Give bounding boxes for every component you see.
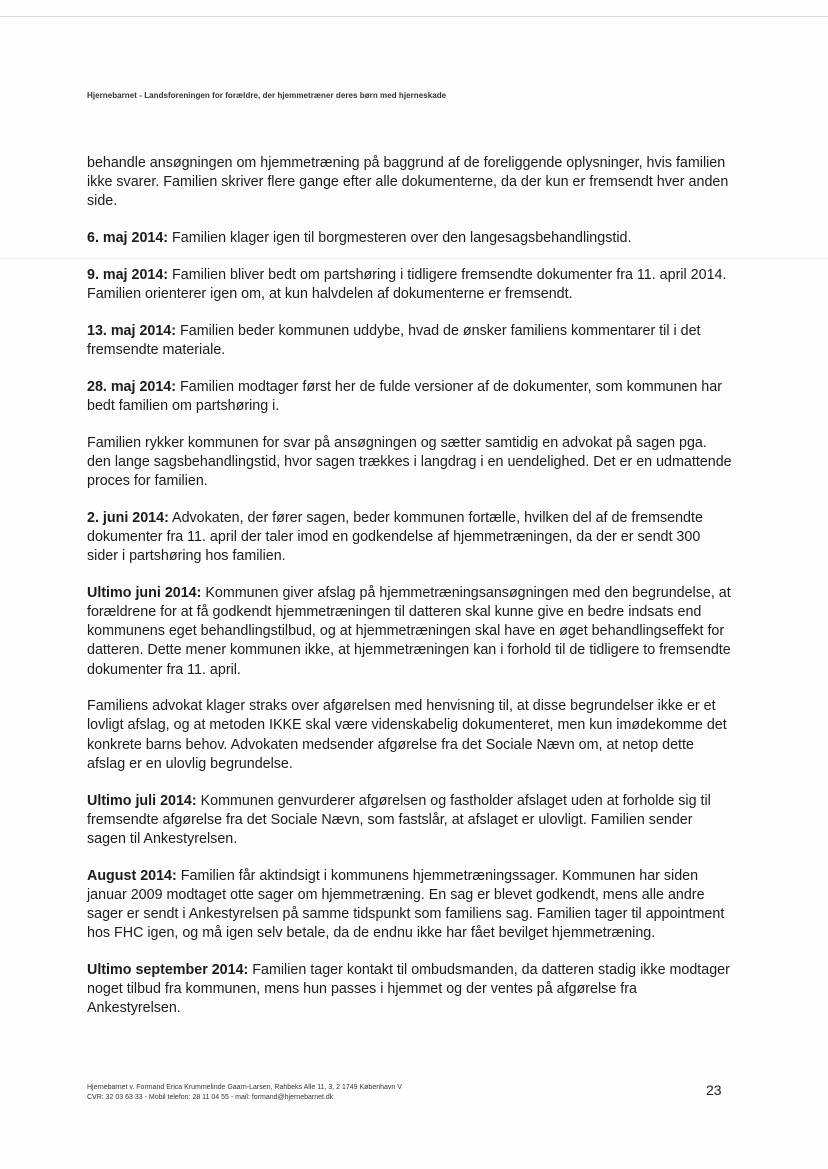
date-label: Ultimo juni 2014: [87, 584, 202, 601]
document-body [87, 154, 733, 1019]
paragraph-5 [87, 378, 733, 416]
paragraph-text: Familien klager igen til borgmesteren over den langesagsbehandlingstid. [168, 230, 632, 247]
paragraph-1 [87, 154, 733, 212]
date-label: 13. maj 2014: [87, 322, 177, 339]
paragraph-4 [87, 322, 733, 360]
paragraph-text: Familien bliver bedt om partshøring i tidligere fremsendte dokumenter fra 11. april 2014. Familien orienterer igen om, at kun halvdelen af dokumenterne er fremsendt. [87, 266, 727, 303]
paragraph-text: Familiens advokat klager straks over afgørelsen med henvisning til, at disse begrundelser ikke er et lovligt afslag, og at metoden IKKE skal være videnskabelig dokumenteret, men kun imødekomme det konkrete barns behov. Advokaten medsender afgørelse fra det Sociale Nævn om, at netop dette afslag er en ulovlig begrundelse. [87, 698, 727, 772]
paragraph-10 [87, 792, 733, 850]
paragraph-3 [87, 266, 733, 304]
date-label: 6. maj 2014: [87, 230, 169, 247]
paragraph-text: Advokaten, der fører sagen, beder kommunen fortælle, hvilken del af de fremsendte dokumenter fra 11. april der taler imod en godkendelse af hjemmetræningen, da der er sendt 300 sider i partshøring hos familien. [87, 509, 703, 565]
scan-edge-line [0, 16, 828, 17]
paragraph-7 [87, 509, 733, 567]
paragraph-11 [87, 867, 733, 944]
paragraph-text: Kommunen genvurderer afgørelsen og fastholder afslaget uden at forholde sig til fremsendte afgørelse fra det Sociale Nævn, som fastslår, at afslaget er ulovligt. Familien sender sagen til Ankestyrelsen. [87, 792, 711, 847]
paragraph-text: Familien får aktindsigt i kommunens hjemmetræningssager. Kommunen har siden januar 2009 modtaget otte sager om hjemmetræning. En sag er blevet godkendt, mens alle andre sager er sendt i Ankestyrelsen på samme tidspunkt som familiens sag. Familien tager til appointment hos FHC igen, og må igen selv betale, da de endnu ikke har fået bevilget hjemmetræning. [87, 867, 725, 942]
footer-address: Hjernebarnet v. Formand Erica Krummelinde Gaarn-Larsen, Rahbeks Alle 11, 3, 2 1749 København V [87, 1084, 402, 1091]
paragraph-8 [87, 584, 733, 680]
page-footer [87, 1083, 647, 1103]
paragraph-text: Familien beder kommunen uddybe, hvad de ønsker familiens kommentarer til i det fremsendte materiale. [87, 322, 701, 358]
paragraph-6 [87, 434, 733, 492]
date-label: August 2014: [87, 867, 177, 884]
date-label: Ultimo juli 2014: [87, 792, 197, 809]
paragraph-9 [87, 697, 733, 774]
date-label: Ultimo september 2014: [87, 962, 249, 978]
paragraph-text: Familien modtager først her de fulde versioner af de dokumenter, som kommunen har bedt familien om partshøring i. [87, 378, 722, 414]
paragraph-text: Familien tager kontakt til ombudsmanden, da datteren stadig ikke modtager noget tilbud fra kommunen, mens hun passes i hjemmet og der ventes på afgørelse fra Ankestyrelsen. [87, 962, 730, 1017]
paragraph-text: Kommunen giver afslag på hjemmetræningsansøgningen med den begrundelse, at forældrene for at få godkendt hjemmetræningen til datteren skal kunne give en bedre indsats end kommunens eget behandlingstilbud, og at hjemmetræningen skal have en øget behandlingseffekt for datteren. Dette mener kommunen ikke, at hjemmetræningen kan i forhold til de tidligere to fremsendte dokumenter fra 11. april. [87, 584, 731, 678]
footer-contact: CVR: 32 03 63 33 - Mobil telefon: 28 11 04 55 - mail: formand@hjernebarnet.dk [87, 1094, 334, 1101]
date-label: 28. maj 2014: [87, 378, 177, 395]
paragraph-text: Familien rykker kommunen for svar på ansøgningen og sætter samtidig en advokat på sagen pga. den lange sagsbehandlingstid, hvor sagen trækkes i langdrag i en uendelighed. Det er en udmattende proces for familien. [87, 434, 732, 489]
page-number: 23 [706, 1082, 722, 1098]
date-label: 2. juni 2014: [87, 509, 169, 526]
page-header: Hjernebarnet - Landsforeningen for forældre, der hjemmetræner deres børn med hjerneskade [87, 91, 447, 100]
paragraph-text: behandle ansøgningen om hjemmetræning på baggrund af de foreliggende oplysninger, hvis familien ikke svarer. Familien skriver flere gange efter alle dokumenterne, da der kun er fremsendt hver anden side. [87, 155, 729, 210]
date-label: 9. maj 2014: [87, 266, 169, 283]
paragraph-12 [87, 961, 733, 1019]
paragraph-2 [87, 229, 733, 248]
